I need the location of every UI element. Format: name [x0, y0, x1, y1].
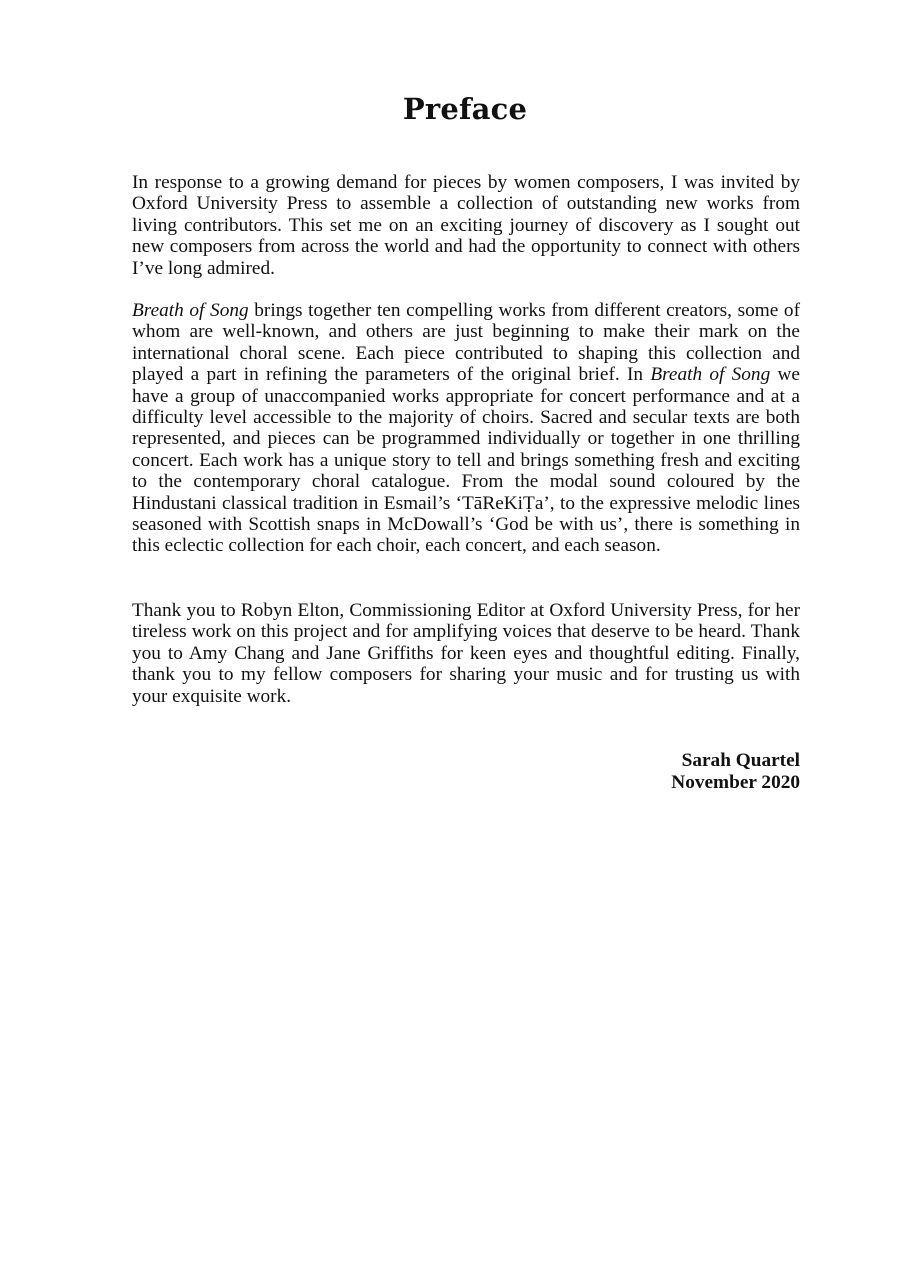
paragraph-acknowledgements: [132, 600, 800, 707]
paragraph-acknowledgements-text: Thank you to Robyn Elton, Commissioning Editor at Oxford University Press, for her tireless work on this project and for amplifying voices that deserve to be heard. Thank you to Amy Chang and Jane Griffiths for keen eyes and thoughtful editing. Finally, thank you to my fellow composers for sharing your music and for trusting us with your exquisite work.: [132, 600, 800, 707]
paragraph-intro-text: In response to a growing demand for pieces by women composers, I was invited by Oxford University Press to assemble a collection of outstanding new works from living contributors. This set me on an exciting journey of discovery as I sought out new composers from across the world and had the opportunity to connect with others I’ve long admired.: [132, 172, 800, 279]
paragraph-intro: [132, 172, 800, 279]
book-title-italic: Breath of Song: [132, 300, 249, 321]
book-title-italic: Breath of Song: [650, 364, 771, 386]
paragraph-collection-text-2: we have a group of unaccompanied works appropriate for concert performance and at a difficulty level accessible to the majority of choirs. Sacred and secular texts are both represented, and pieces can be programmed individually or together in one thrilling concert. Each work has a unique story to tell and brings something fresh and exciting to the contemporary choral catalogue. From the modal sound coloured by the Hindustani classical tradition in Esmail’s ‘TāReKiṬa’, to the expressive melodic lines seasoned with Scottish snaps in McDowall’s ‘God be with us’, there is something in this eclectic collection for each choir, each concert, and each season.: [132, 364, 800, 557]
paragraph-collection: [132, 300, 800, 557]
paragraph-collection-text-1: brings together ten compelling works from different creators, some of whom are well-known, and others are just beginning to make their mark on the international choral scene. Each piece contributed to shaping this collection and played a part in refining the parameters of the original brief. In: [132, 300, 800, 386]
signature-block: [500, 750, 800, 793]
signature-date: November 2020: [671, 771, 800, 793]
page-title: Preface: [402, 92, 528, 126]
signature-name: Sarah Quartel: [681, 750, 800, 771]
